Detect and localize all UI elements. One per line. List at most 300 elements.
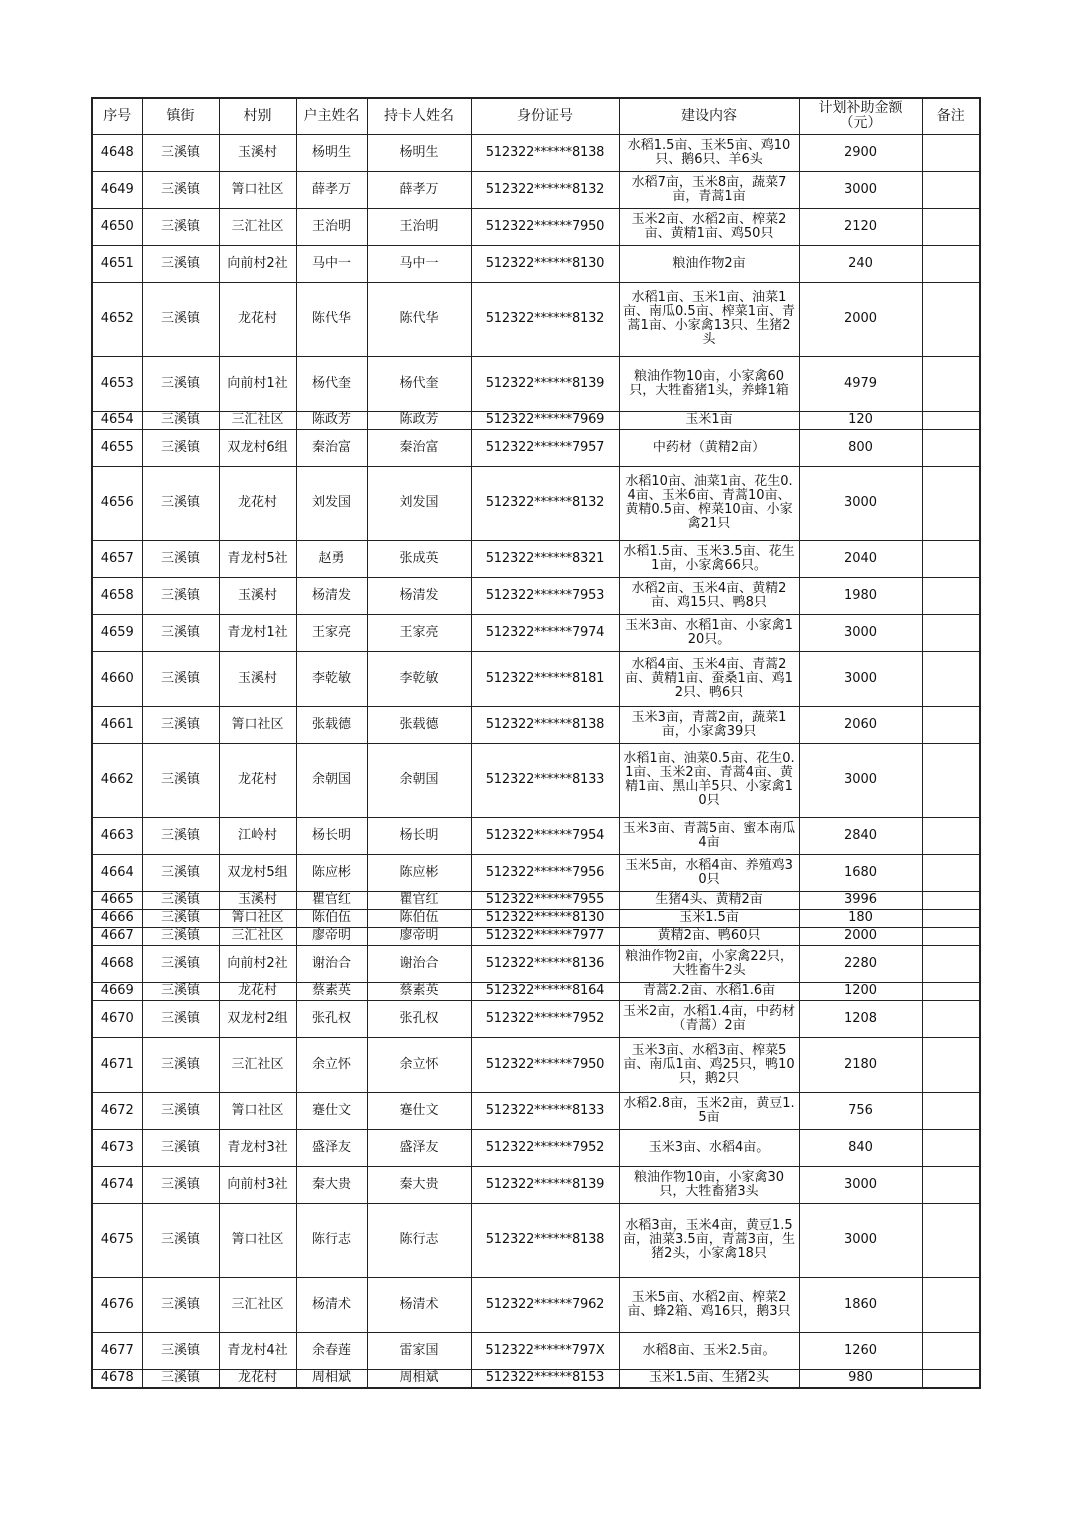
table-row <box>92 1000 980 1037</box>
cell-id-number: 512322******7952 <box>471 1129 619 1166</box>
cell-note <box>922 1166 980 1203</box>
cell-household-head: 马中一 <box>296 245 367 282</box>
cell-amount: 3000 <box>799 743 922 817</box>
cell-town: 三溪镇 <box>142 1203 219 1277</box>
cell-note <box>922 540 980 577</box>
cell-note <box>922 282 980 356</box>
cell-note <box>922 1203 980 1277</box>
cell-note <box>922 854 980 891</box>
cell-amount: 1208 <box>799 1000 922 1037</box>
cell-town: 三溪镇 <box>142 356 219 411</box>
cell-content: 玉米1亩 <box>619 411 799 429</box>
cell-town: 三溪镇 <box>142 909 219 927</box>
cell-village: 三汇社区 <box>219 927 296 945</box>
cell-town: 三溪镇 <box>142 945 219 982</box>
cell-card-holder: 张孔权 <box>367 1000 471 1037</box>
cell-town: 三溪镇 <box>142 706 219 743</box>
cell-note <box>922 945 980 982</box>
cell-amount: 1200 <box>799 982 922 1000</box>
cell-village: 箐口社区 <box>219 1203 296 1277</box>
cell-note <box>922 817 980 854</box>
cell-town: 三溪镇 <box>142 411 219 429</box>
cell-amount: 3996 <box>799 891 922 909</box>
cell-village: 龙花村 <box>219 466 296 540</box>
cell-household-head: 陈代华 <box>296 282 367 356</box>
cell-note <box>922 466 980 540</box>
cell-household-head: 余春莲 <box>296 1332 367 1369</box>
cell-town: 三溪镇 <box>142 817 219 854</box>
cell-note <box>922 208 980 245</box>
cell-id-number: 512322******7955 <box>471 891 619 909</box>
cell-note <box>922 245 980 282</box>
cell-village: 三汇社区 <box>219 208 296 245</box>
cell-note <box>922 171 980 208</box>
cell-amount: 2120 <box>799 208 922 245</box>
cell-content: 水稻4亩、玉米4亩、青蒿2亩、黄精1亩、蚕桑1亩、鸡12只、鸭6只 <box>619 651 799 706</box>
cell-amount: 980 <box>799 1369 922 1388</box>
cell-amount: 2000 <box>799 282 922 356</box>
cell-card-holder: 杨清发 <box>367 577 471 614</box>
cell-village: 向前村1社 <box>219 356 296 411</box>
table-row <box>92 743 980 817</box>
cell-village: 玉溪村 <box>219 651 296 706</box>
cell-content: 玉米2亩、水稻2亩、榨菜2亩、黄精1亩、鸡50只 <box>619 208 799 245</box>
cell-note <box>922 429 980 466</box>
cell-card-holder: 蔡素英 <box>367 982 471 1000</box>
cell-note <box>922 1092 980 1129</box>
header-village: 村别 <box>219 98 296 134</box>
cell-household-head: 杨长明 <box>296 817 367 854</box>
cell-village: 龙花村 <box>219 1369 296 1388</box>
cell-note <box>922 909 980 927</box>
cell-no: 4663 <box>92 817 142 854</box>
cell-household-head: 秦大贵 <box>296 1166 367 1203</box>
cell-village: 三汇社区 <box>219 1037 296 1092</box>
cell-amount: 3000 <box>799 1203 922 1277</box>
cell-household-head: 杨清发 <box>296 577 367 614</box>
cell-no: 4669 <box>92 982 142 1000</box>
cell-village: 三汇社区 <box>219 1277 296 1332</box>
table-row <box>92 927 980 945</box>
cell-card-holder: 陈行志 <box>367 1203 471 1277</box>
cell-note <box>922 614 980 651</box>
cell-amount: 3000 <box>799 171 922 208</box>
cell-amount: 2280 <box>799 945 922 982</box>
cell-card-holder: 刘发国 <box>367 466 471 540</box>
cell-town: 三溪镇 <box>142 1129 219 1166</box>
cell-id-number: 512322******7969 <box>471 411 619 429</box>
cell-no: 4666 <box>92 909 142 927</box>
cell-card-holder: 余朝国 <box>367 743 471 817</box>
cell-card-holder: 秦治富 <box>367 429 471 466</box>
cell-village: 青龙村1社 <box>219 614 296 651</box>
cell-household-head: 陈伯伍 <box>296 909 367 927</box>
cell-card-holder: 杨明生 <box>367 134 471 171</box>
cell-town: 三溪镇 <box>142 1332 219 1369</box>
cell-household-head: 李乾敏 <box>296 651 367 706</box>
cell-household-head: 余朝国 <box>296 743 367 817</box>
cell-note <box>922 577 980 614</box>
cell-card-holder: 周相斌 <box>367 1369 471 1388</box>
cell-household-head: 杨代奎 <box>296 356 367 411</box>
cell-household-head: 陈应彬 <box>296 854 367 891</box>
cell-household-head: 杨清术 <box>296 1277 367 1332</box>
table-row <box>92 411 980 429</box>
cell-village: 玉溪村 <box>219 577 296 614</box>
cell-town: 三溪镇 <box>142 1000 219 1037</box>
cell-household-head: 王治明 <box>296 208 367 245</box>
cell-id-number: 512322******8181 <box>471 651 619 706</box>
cell-no: 4662 <box>92 743 142 817</box>
cell-card-holder: 陈政芳 <box>367 411 471 429</box>
cell-town: 三溪镇 <box>142 466 219 540</box>
cell-household-head: 蔡素英 <box>296 982 367 1000</box>
cell-no: 4655 <box>92 429 142 466</box>
cell-household-head: 陈政芳 <box>296 411 367 429</box>
table-row <box>92 577 980 614</box>
cell-town: 三溪镇 <box>142 245 219 282</box>
cell-card-holder: 余立怀 <box>367 1037 471 1092</box>
cell-amount: 2060 <box>799 706 922 743</box>
cell-card-holder: 王治明 <box>367 208 471 245</box>
header-id-number: 身份证号 <box>471 98 619 134</box>
cell-no: 4652 <box>92 282 142 356</box>
cell-town: 三溪镇 <box>142 1369 219 1388</box>
cell-id-number: 512322******8138 <box>471 1203 619 1277</box>
cell-content: 黄精2亩、鸭60只 <box>619 927 799 945</box>
cell-no: 4674 <box>92 1166 142 1203</box>
cell-card-holder: 瞿官红 <box>367 891 471 909</box>
cell-card-holder: 杨代奎 <box>367 356 471 411</box>
cell-id-number: 512322******8138 <box>471 706 619 743</box>
cell-household-head: 薛孝万 <box>296 171 367 208</box>
cell-id-number: 512322******7956 <box>471 854 619 891</box>
cell-note <box>922 356 980 411</box>
table-row <box>92 945 980 982</box>
cell-note <box>922 891 980 909</box>
cell-town: 三溪镇 <box>142 651 219 706</box>
header-card-holder: 持卡人姓名 <box>367 98 471 134</box>
cell-no: 4649 <box>92 171 142 208</box>
cell-content: 玉米5亩、水稻2亩、榨菜2亩、蜂2箱、鸡16只，鹅3只 <box>619 1277 799 1332</box>
cell-no: 4650 <box>92 208 142 245</box>
cell-id-number: 512322******7957 <box>471 429 619 466</box>
cell-village: 江岭村 <box>219 817 296 854</box>
table-row <box>92 429 980 466</box>
cell-village: 青龙村3社 <box>219 1129 296 1166</box>
cell-household-head: 张载德 <box>296 706 367 743</box>
cell-no: 4673 <box>92 1129 142 1166</box>
cell-town: 三溪镇 <box>142 1277 219 1332</box>
cell-content: 青蒿2.2亩、水稻1.6亩 <box>619 982 799 1000</box>
cell-note <box>922 1277 980 1332</box>
cell-note <box>922 1000 980 1037</box>
cell-town: 三溪镇 <box>142 429 219 466</box>
cell-card-holder: 杨长明 <box>367 817 471 854</box>
cell-household-head: 王家亮 <box>296 614 367 651</box>
cell-no: 4659 <box>92 614 142 651</box>
cell-no: 4664 <box>92 854 142 891</box>
cell-card-holder: 谢治合 <box>367 945 471 982</box>
table-row <box>92 356 980 411</box>
cell-note <box>922 1332 980 1369</box>
table-row <box>92 706 980 743</box>
cell-no: 4677 <box>92 1332 142 1369</box>
header-amount: 计划补助金额（元） <box>799 98 922 134</box>
cell-village: 青龙村4社 <box>219 1332 296 1369</box>
header-household-head: 户主姓名 <box>296 98 367 134</box>
cell-amount: 1980 <box>799 577 922 614</box>
cell-card-holder: 马中一 <box>367 245 471 282</box>
cell-id-number: 512322******7954 <box>471 817 619 854</box>
cell-town: 三溪镇 <box>142 1166 219 1203</box>
cell-content: 水稻2.8亩，玉米2亩，黄豆1.5亩 <box>619 1092 799 1129</box>
cell-card-holder: 李乾敏 <box>367 651 471 706</box>
table-row <box>92 1129 980 1166</box>
cell-content: 水稻8亩、玉米2.5亩。 <box>619 1332 799 1369</box>
cell-note <box>922 1129 980 1166</box>
cell-amount: 2840 <box>799 817 922 854</box>
cell-no: 4667 <box>92 927 142 945</box>
cell-card-holder: 盛泽友 <box>367 1129 471 1166</box>
cell-id-number: 512322******8153 <box>471 1369 619 1388</box>
cell-no: 4654 <box>92 411 142 429</box>
cell-amount: 1680 <box>799 854 922 891</box>
cell-content: 玉米3亩、青蒿5亩、蜜本南瓜4亩 <box>619 817 799 854</box>
cell-id-number: 512322******8139 <box>471 1166 619 1203</box>
cell-town: 三溪镇 <box>142 577 219 614</box>
cell-note <box>922 706 980 743</box>
cell-household-head: 廖帝明 <box>296 927 367 945</box>
cell-id-number: 512322******8132 <box>471 171 619 208</box>
cell-id-number: 512322******797X <box>471 1332 619 1369</box>
cell-no: 4668 <box>92 945 142 982</box>
cell-content: 玉米3亩、水稻3亩、榨菜5亩、南瓜1亩、鸡25只，鸭10只，鹅2只 <box>619 1037 799 1092</box>
cell-town: 三溪镇 <box>142 927 219 945</box>
cell-id-number: 512322******8133 <box>471 1092 619 1129</box>
cell-content: 水稻3亩，玉米4亩，黄豆1.5亩，油菜3.5亩，青蒿3亩，生猪2头，小家禽18只 <box>619 1203 799 1277</box>
cell-id-number: 512322******7962 <box>471 1277 619 1332</box>
cell-note <box>922 1037 980 1092</box>
table-row <box>92 1037 980 1092</box>
cell-amount: 1860 <box>799 1277 922 1332</box>
cell-no: 4665 <box>92 891 142 909</box>
table-row <box>92 171 980 208</box>
cell-card-holder: 秦大贵 <box>367 1166 471 1203</box>
cell-amount: 3000 <box>799 651 922 706</box>
cell-amount: 756 <box>799 1092 922 1129</box>
cell-amount: 2040 <box>799 540 922 577</box>
cell-no: 4678 <box>92 1369 142 1388</box>
cell-town: 三溪镇 <box>142 171 219 208</box>
cell-note <box>922 1369 980 1388</box>
cell-village: 向前村2社 <box>219 945 296 982</box>
table-row <box>92 1277 980 1332</box>
cell-content: 玉米1.5亩、生猪2头 <box>619 1369 799 1388</box>
cell-content: 水稻1亩、玉米1亩、油菜1亩、南瓜0.5亩、榨菜1亩、青蒿1亩、小家禽13只、生猪2头 <box>619 282 799 356</box>
table-row <box>92 245 980 282</box>
cell-village: 龙花村 <box>219 743 296 817</box>
cell-content: 中药材（黄精2亩） <box>619 429 799 466</box>
header-town: 镇街 <box>142 98 219 134</box>
cell-village: 青龙村5社 <box>219 540 296 577</box>
cell-card-holder: 张载德 <box>367 706 471 743</box>
cell-card-holder: 陈应彬 <box>367 854 471 891</box>
table-row <box>92 891 980 909</box>
cell-village: 玉溪村 <box>219 134 296 171</box>
cell-content: 玉米3亩、水稻1亩、小家禽120只。 <box>619 614 799 651</box>
cell-content: 粮油作物10亩，小家禽30只，大牲畜猪3头 <box>619 1166 799 1203</box>
cell-id-number: 512322******7950 <box>471 208 619 245</box>
cell-town: 三溪镇 <box>142 540 219 577</box>
header-no: 序号 <box>92 98 142 134</box>
cell-content: 玉米1.5亩 <box>619 909 799 927</box>
cell-card-holder: 雷家国 <box>367 1332 471 1369</box>
cell-household-head: 谢治合 <box>296 945 367 982</box>
cell-amount: 3000 <box>799 1166 922 1203</box>
table-header-row <box>92 98 980 134</box>
cell-amount: 2000 <box>799 927 922 945</box>
cell-id-number: 512322******8132 <box>471 466 619 540</box>
cell-content: 水稻1.5亩、玉米5亩、鸡10只、鹅6只、羊6头 <box>619 134 799 171</box>
table-row <box>92 1092 980 1129</box>
cell-household-head: 瞿官红 <box>296 891 367 909</box>
cell-household-head: 陈行志 <box>296 1203 367 1277</box>
cell-town: 三溪镇 <box>142 614 219 651</box>
cell-content: 水稻1亩、油菜0.5亩、花生0.1亩、玉米2亩、青蒿4亩、黄精1亩、黑山羊5只、小家禽10只 <box>619 743 799 817</box>
cell-no: 4671 <box>92 1037 142 1092</box>
cell-card-holder: 廖帝明 <box>367 927 471 945</box>
cell-id-number: 512322******8321 <box>471 540 619 577</box>
cell-household-head: 刘发国 <box>296 466 367 540</box>
cell-village: 玉溪村 <box>219 891 296 909</box>
cell-village: 箐口社区 <box>219 706 296 743</box>
subsidy-table <box>91 97 981 1389</box>
cell-id-number: 512322******7974 <box>471 614 619 651</box>
cell-no: 4670 <box>92 1000 142 1037</box>
cell-id-number: 512322******7977 <box>471 927 619 945</box>
cell-no: 4658 <box>92 577 142 614</box>
cell-no: 4672 <box>92 1092 142 1129</box>
table-row <box>92 466 980 540</box>
cell-note <box>922 651 980 706</box>
cell-no: 4651 <box>92 245 142 282</box>
cell-amount: 4979 <box>799 356 922 411</box>
cell-content: 水稻7亩，玉米8亩，蔬菜7亩，青蒿1亩 <box>619 171 799 208</box>
cell-village: 龙花村 <box>219 982 296 1000</box>
cell-content: 玉米3亩、水稻4亩。 <box>619 1129 799 1166</box>
cell-village: 双龙村6组 <box>219 429 296 466</box>
cell-card-holder: 杨清术 <box>367 1277 471 1332</box>
table-row <box>92 982 980 1000</box>
cell-card-holder: 蹇仕文 <box>367 1092 471 1129</box>
cell-amount: 3000 <box>799 466 922 540</box>
table-row <box>92 1332 980 1369</box>
cell-amount: 840 <box>799 1129 922 1166</box>
cell-id-number: 512322******8130 <box>471 909 619 927</box>
cell-no: 4657 <box>92 540 142 577</box>
cell-content: 玉米2亩，水稻1.4亩，中药材（青蒿）2亩 <box>619 1000 799 1037</box>
cell-village: 向前村2社 <box>219 245 296 282</box>
cell-town: 三溪镇 <box>142 208 219 245</box>
table-row <box>92 208 980 245</box>
cell-no: 4661 <box>92 706 142 743</box>
cell-village: 龙花村 <box>219 282 296 356</box>
table-row <box>92 854 980 891</box>
cell-id-number: 512322******8138 <box>471 134 619 171</box>
cell-village: 向前村3社 <box>219 1166 296 1203</box>
cell-id-number: 512322******8139 <box>471 356 619 411</box>
cell-no: 4648 <box>92 134 142 171</box>
cell-household-head: 杨明生 <box>296 134 367 171</box>
cell-town: 三溪镇 <box>142 134 219 171</box>
cell-no: 4660 <box>92 651 142 706</box>
cell-content: 生猪4头、黄精2亩 <box>619 891 799 909</box>
cell-note <box>922 927 980 945</box>
table-row <box>92 909 980 927</box>
cell-amount: 240 <box>799 245 922 282</box>
cell-content: 水稻2亩、玉米4亩、黄精2亩、鸡15只、鸭8只 <box>619 577 799 614</box>
cell-card-holder: 陈伯伍 <box>367 909 471 927</box>
cell-id-number: 512322******8164 <box>471 982 619 1000</box>
cell-town: 三溪镇 <box>142 891 219 909</box>
cell-id-number: 512322******8136 <box>471 945 619 982</box>
cell-village: 箐口社区 <box>219 171 296 208</box>
cell-village: 箐口社区 <box>219 1092 296 1129</box>
cell-id-number: 512322******7952 <box>471 1000 619 1037</box>
table-row <box>92 614 980 651</box>
cell-town: 三溪镇 <box>142 282 219 356</box>
cell-card-holder: 陈代华 <box>367 282 471 356</box>
table-row <box>92 1203 980 1277</box>
cell-id-number: 512322******7950 <box>471 1037 619 1092</box>
cell-note <box>922 743 980 817</box>
cell-village: 双龙村5组 <box>219 854 296 891</box>
table-row <box>92 1166 980 1203</box>
cell-card-holder: 薛孝万 <box>367 171 471 208</box>
cell-id-number: 512322******8130 <box>471 245 619 282</box>
cell-household-head: 赵勇 <box>296 540 367 577</box>
cell-note <box>922 134 980 171</box>
table-row <box>92 817 980 854</box>
cell-amount: 2900 <box>799 134 922 171</box>
cell-content: 玉米5亩，水稻4亩、养殖鸡30只 <box>619 854 799 891</box>
cell-amount: 2180 <box>799 1037 922 1092</box>
cell-household-head: 蹇仕文 <box>296 1092 367 1129</box>
cell-household-head: 张孔权 <box>296 1000 367 1037</box>
cell-content: 水稻1.5亩、玉米3.5亩、花生1亩，小家禽66只。 <box>619 540 799 577</box>
cell-town: 三溪镇 <box>142 1092 219 1129</box>
cell-household-head: 周相斌 <box>296 1369 367 1388</box>
cell-card-holder: 王家亮 <box>367 614 471 651</box>
table-row <box>92 282 980 356</box>
cell-id-number: 512322******8132 <box>471 282 619 356</box>
table-row <box>92 540 980 577</box>
cell-no: 4676 <box>92 1277 142 1332</box>
cell-amount: 3000 <box>799 614 922 651</box>
header-note: 备注 <box>922 98 980 134</box>
cell-household-head: 余立怀 <box>296 1037 367 1092</box>
cell-id-number: 512322******7953 <box>471 577 619 614</box>
cell-household-head: 盛泽友 <box>296 1129 367 1166</box>
cell-content: 粮油作物10亩，小家禽60只，大牲畜猪1头，养蜂1箱 <box>619 356 799 411</box>
cell-town: 三溪镇 <box>142 854 219 891</box>
cell-note <box>922 982 980 1000</box>
cell-content: 粮油作物2亩，小家禽22只，大牲畜牛2头 <box>619 945 799 982</box>
cell-content: 玉米3亩，青蒿2亩，蔬菜1亩，小家禽39只 <box>619 706 799 743</box>
cell-village: 三汇社区 <box>219 411 296 429</box>
cell-town: 三溪镇 <box>142 982 219 1000</box>
